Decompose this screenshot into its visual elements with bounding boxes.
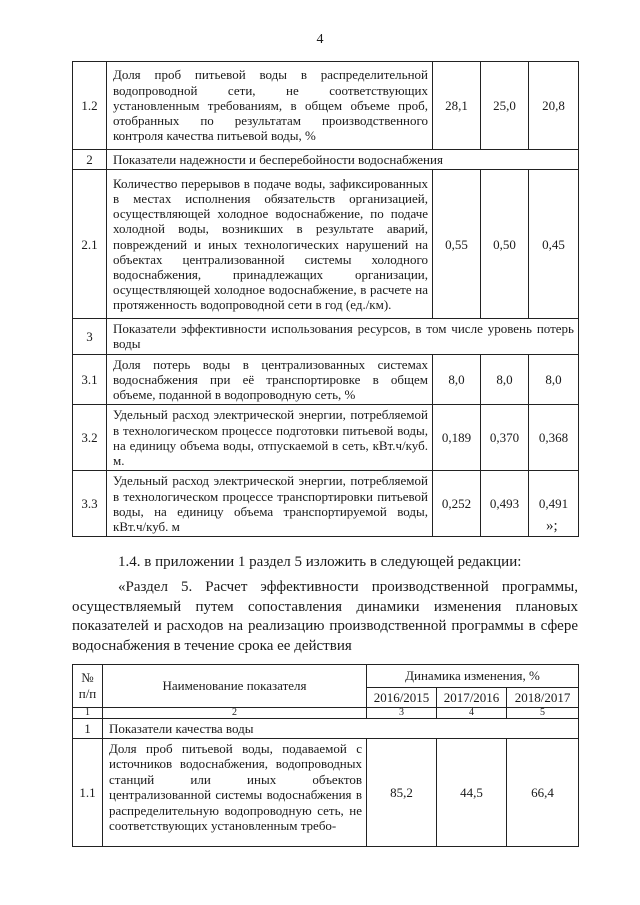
value-2016-2015: 85,2 (367, 739, 437, 847)
indicator-name: Количество перерывов в подаче воды, зафиксированных в местах исполнения обязательств организацией, осуществляющей холодное водоснабжение, по подаче холодной воды, возникших в результате аварий, повреждений и иных технологических нарушений на объектах централизованной системы холодного водоснабжения, принадлежащих организации, осуществляющей холодное водоснабжение, в расчете на протяженность водопроводной сети в год (ед./км). (107, 170, 433, 319)
table-row (73, 319, 579, 354)
value-2016: 0,252 (433, 471, 481, 537)
efficiency-table (72, 664, 579, 847)
value-2017: 0,493 (481, 471, 529, 537)
closing-quote: »; (546, 518, 558, 534)
section-heading: «Раздел 5. Расчет эффективности производственной программы, осуществляемый путем сопоставления динамики изменения плановых показателей и расходов на реализацию производственной программы в сфере водоснабжения в течение срока ее действия (72, 579, 578, 654)
table-row (73, 354, 579, 405)
amendment-paragraph: 1.4. в приложении 1 раздел 5 изложить в следующей редакции: (118, 554, 522, 570)
row-number: 3.3 (73, 471, 107, 537)
table-row (73, 719, 579, 739)
value-2018: 0,45 (529, 170, 579, 319)
table-row (73, 471, 579, 537)
row-number: 1.1 (73, 739, 103, 847)
value-2018: 0,368 (529, 405, 579, 471)
value-2017: 0,370 (481, 405, 529, 471)
indicator-name: Удельный расход электрической энергии, потребляемой в технологическом процессе транспортировки питьевой воды, на единицу объема транспортируемой воды, кВт.ч/куб. м (107, 471, 433, 537)
index-row (73, 708, 579, 719)
table-row (73, 405, 579, 471)
value-2017: 25,0 (481, 62, 529, 150)
row-number: 2.1 (73, 170, 107, 319)
table-row (73, 62, 579, 150)
value-2016: 8,0 (433, 354, 481, 405)
section-number: 2 (73, 150, 107, 170)
indicator-name: Доля проб питьевой воды в распределительной водопроводной сети, не соответствующих установленным требованиям, в общем объеме проб, отобранных по результатам производственного контроля качества питьевой воды, % (107, 62, 433, 150)
page-number: 4 (316, 32, 324, 47)
value-2018: 8,0 (529, 354, 579, 405)
value-2016: 0,189 (433, 405, 481, 471)
table-row (73, 739, 579, 847)
indicator-name: Удельный расход электрической энергии, потребляемой в технологическом процессе подготовки питьевой воды, на единицу объема воды, отпускаемой в сеть, кВт.ч/куб. м. (107, 405, 433, 471)
header-year-1: 2016/2015 (367, 688, 437, 708)
index-cell: 5 (507, 708, 579, 719)
indicator-name: Доля потерь воды в централизованных системах водоснабжения при её транспортировке в общем объеме, поданной в водопроводную сеть, % (107, 354, 433, 405)
indicator-name: Доля проб питьевой воды, подаваемой с источников водоснабжения, водопроводных станций или иных объектов централизованной системы водоснабжения в распределительную водопроводную сеть, не соответствующих установленным требо- (103, 739, 367, 847)
index-cell: 4 (437, 708, 507, 719)
value-2018-2017: 66,4 (507, 739, 579, 847)
section-number: 1 (73, 719, 103, 739)
section-title: Показатели качества воды (103, 719, 579, 739)
value-2018: 20,8 (529, 62, 579, 150)
index-cell: 1 (73, 708, 103, 719)
section-title: Показатели эффективности использования ресурсов, в том числе уровень потерь воды (107, 319, 579, 354)
value-2016: 28,1 (433, 62, 481, 150)
header-row (73, 665, 579, 688)
value-2016: 0,55 (433, 170, 481, 319)
table-row (73, 150, 579, 170)
value-2017: 8,0 (481, 354, 529, 405)
index-cell: 3 (367, 708, 437, 719)
value-2017: 0,50 (481, 170, 529, 319)
value-2018: 0,491 (529, 471, 579, 537)
section-title: Показатели надежности и бесперебойности водоснабжения (107, 150, 579, 170)
row-number: 1.2 (73, 62, 107, 150)
value-2017-2016: 44,5 (437, 739, 507, 847)
index-cell: 2 (103, 708, 367, 719)
header-year-2: 2017/2016 (437, 688, 507, 708)
header-year-3: 2018/2017 (507, 688, 579, 708)
section-number: 3 (73, 319, 107, 354)
row-number: 3.2 (73, 405, 107, 471)
row-number: 3.1 (73, 354, 107, 405)
header-num: № п/п (73, 665, 103, 708)
header-dynamics: Динамика изменения, % (367, 665, 579, 688)
indicators-table (72, 61, 579, 537)
header-name: Наименование показателя (103, 665, 367, 708)
table-row (73, 170, 579, 319)
